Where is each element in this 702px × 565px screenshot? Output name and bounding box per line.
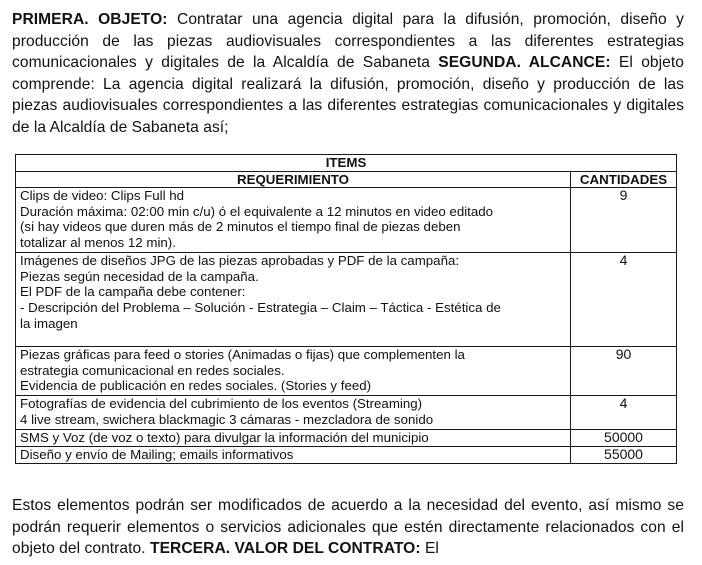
segunda-text: El objeto comprende: La agencia digital realizará la difusión, promoción, diseño y producción de las piezas audiovisuales correspondientes a las diferentes estrategias comunicacionales y digitales de la Alcaldía de Sabaneta así; [12,54,684,136]
requirement-line: Diseño y envío de Mailing; emails informativos [20,447,294,463]
closing-text: Estos elementos podrán ser modificados de acuerdo a la necesidad del evento, así mismo se podrán requerir elementos o servicios adicionales que estén directamente relacionados con el objeto del contrato. [12,497,684,558]
segunda-heading: SEGUNDA. ALCANCE: [438,54,611,72]
requirement-line: Piezas gráficas para feed o stories (Animadas o fijas) que complementen la [20,347,465,363]
requirement-cell [16,188,571,253]
quantity-header: CANTIDADES [571,171,677,188]
items-table [15,154,677,464]
table-row [16,188,677,253]
closing-paragraph [12,495,684,560]
quantity-cell: 50000 [571,430,677,447]
requirement-line: Piezas según necesidad de la campaña. [20,268,259,284]
quantity-cell: 4 [571,396,677,430]
quantity-cell: 9 [571,188,677,253]
requirement-line: la imagen [20,315,78,331]
requirement-line: Imágenes de diseños JPG de las piezas aprobadas y PDF de la campaña: [20,253,460,269]
requirement-line: Fotografías de evidencia del cubrimiento de los eventos (Streaming) [20,396,423,412]
table-row [16,253,677,347]
requirement-line: totalizar al menos 12 min). [20,234,176,250]
table-header-row [16,171,677,188]
requirement-line: El PDF de la campaña debe contener: [20,284,246,300]
table-title-row [16,155,677,172]
table-row [16,430,677,447]
intro-paragraph [12,9,684,139]
tercera-heading: TERCERA. VALOR DEL CONTRATO: [150,540,421,558]
primera-heading: PRIMERA. OBJETO: [12,11,168,28]
requirement-line: (si hay videos que duren más de 2 minutos el tiempo final de piezas deben [20,219,461,235]
requirement-line: estrategia comunicacional en redes sociales. [20,362,285,378]
requirement-line: 4 live stream, swichera blackmagic 3 cámaras - mezcladora de sonido [20,411,434,427]
primera-text: Contratar una agencia digital para la difusión, promoción, diseño y producción de las piezas audiovisuales correspondientes a las diferentes estrategias comunicacionales y digitales de la Alcaldía de Sabaneta [12,11,685,72]
requirement-cell [16,430,571,447]
table-title: ITEMS [16,155,677,172]
table-row [16,447,677,464]
requirement-line: Evidencia de publicación en redes sociales. (Stories y feed) [20,378,372,394]
requirement-header: REQUERIMIENTO [16,171,571,188]
table-row [16,347,677,396]
requirement-line: Duración máxima: 02:00 min c/u) ó el equivalente a 12 minutos en video editado [20,203,494,219]
requirement-line: Clips de video: Clips Full hd [20,188,185,204]
requirement-cell [16,347,571,396]
quantity-cell: 55000 [571,447,677,464]
requirement-line: - Descripción del Problema – Solución - Estrategia – Claim – Táctica - Estética de [20,299,501,315]
table-row [16,396,677,430]
tercera-text: El [424,540,439,558]
requirement-line: SMS y Voz (de voz o texto) para divulgar la información del municipio [20,430,429,446]
requirement-cell [16,253,571,347]
quantity-cell: 90 [571,347,677,396]
requirement-cell [16,447,571,464]
requirement-cell [16,396,571,430]
quantity-cell: 4 [571,253,677,347]
